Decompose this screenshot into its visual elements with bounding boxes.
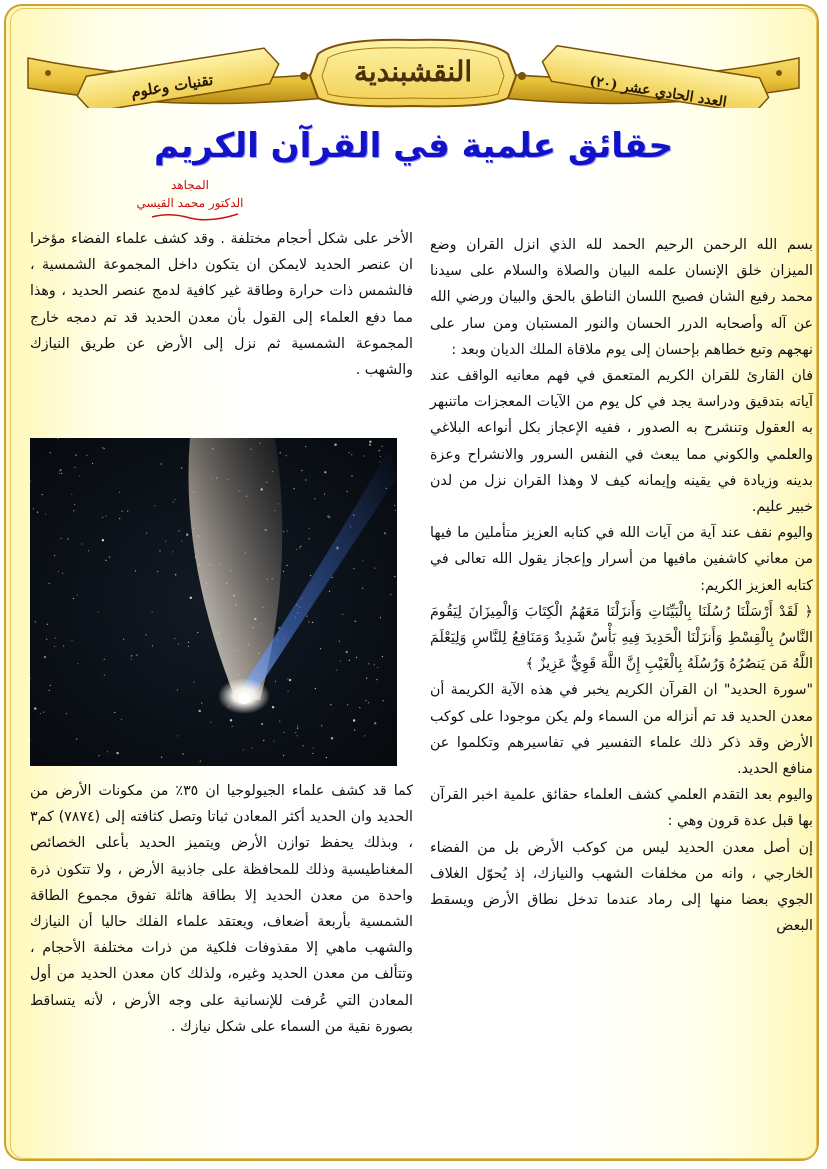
author-name: الدكتور محمد القيسي [136, 196, 244, 210]
author-title: المجاهد [171, 178, 209, 192]
comet-photo [30, 438, 397, 766]
paragraph-today: واليوم نقف عند آية من آيات الله في كتابه العزيز متأملين ما فيها من معاني كاشفين مافيها من أسرار وإعجاز يقول الله تعالى في كتابه العزيز الكريم: [430, 525, 813, 594]
article-left-bottom [30, 778, 413, 1040]
section-label: تقنيات وعلوم [129, 70, 215, 102]
article-right-column [430, 232, 813, 939]
paragraph-continuation: الأخر على شكل أحجام مختلفة . وقد كشف علماء الفضاء مؤخرا ان عنصر الحديد لايمكن ان يتكون داخل المجموعة الشمسية ، فالشمس ذات حرارة وطاقة غير كافية لدمج عنصر الحديد ، وهذا مما دفع العلماء إلى القول بأن معدن الحديد قد تم دمجه خارج المجموعة الشمسية ثم نزل إلى الأرض عن طريق النيازك والشهب . [30, 231, 413, 379]
issue-number: العدد الحادي عشر (٢٠) [588, 73, 728, 111]
article-title: حقائق علمية في القرآن الكريم [153, 126, 674, 166]
magazine-name: النقشبندية [353, 55, 473, 88]
paragraph-geology: كما قد كشف علماء الجيولوجيا ان ٣٥٪ من مكونات الأرض من الحديد وان الحديد أكثر المعادن ثباتا وتصل كثافته إلى (٧٨٧٤) كم٣ ، وبذلك يحفظ توازن الأرض ويتميز الحديد بأعلى الخصائص المغناطيسية وذلك للمحافظة على جاذبية الأرض ، ولا تتكون ذرة واحدة من معدن الحديد إلا بطاقة هائلة تفوق مجموع الطاقة الشمسية بأربعة أضعاف، ويعتقد علماء الفلك حاليا أن النيازك والشهب ماهي إلا مقذوفات فلكية من ذرات مختلفة الأحجام ، وتتألف من معدن الحديد وغيره، ولذلك كان معدن الحديد من أول المعادن التي عُرفت للإنسانية على وجه الأرض ، لأنه يتساقط بصورة نقية من السماء على شكل نيازك . [30, 783, 413, 1035]
paragraph-surah: "سورة الحديد" ان القرآن الكريم يخبر في هذه الآية الكريمة أن معدن الحديد قد تم أنزاله من السماء ولم يكن موجودا على كوكب الأرض وقد ذكر ذلك علماء التفسير في تفاسيرهم وتكلموا عن منافع الحديد. [430, 682, 813, 778]
paragraph-intro: بسم الله الرحمن الرحيم الحمد لله الذي انزل القران وضع الميزان خلق الإنسان علمه البيان والصلاة والسلام على سيدنا محمد رفيع الشان فصيح اللسان الناطق بالحق والبيان ورضي الله عن آله وأصحابه الدرر الحسان والنور المستبان ومن سار على نهجهم وتبع خطاهم بإحسان إلى يوم ملاقاة الملك الديان وبعد : [430, 237, 813, 358]
article-left-top [30, 226, 413, 383]
paragraph-reader: فان القارئ للقران الكريم المتعمق في فهم معانيه الواقف عند آياته بتدقيق ودراسة يجد في كل يوم من الآيات المعجزات ماتنبهر به العقول وتنشرح به الصدور ، ففيه الإعجاز بكل أنواعه البلاغي والعلمي والكوني مما يبعث في النفس السرور والانشراح وعزة بدينه وزيادة في يقينه وإيمانه كيف لا وهذا القران نزل من لدن خبير عليم. [430, 368, 813, 516]
paragraph-progress: واليوم بعد التقدم العلمي كشف العلماء حقائق علمية اخبر القرآن بها قبل عدة قرون وهي : [430, 787, 813, 830]
paragraph-origin: إن أصل معدن الحديد ليس من كوكب الأرض بل من الفضاء الخارجي ، وانه من مخلفات الشهب والنيازك، إذ يُحوّل الغلاف الجوي بعضا منها إلى رماد عندما تدخل نطاق الأرض ويسقط البعض [430, 839, 813, 935]
signature-underline [150, 210, 240, 224]
quran-verse: ﴿ لَقَدْ أَرْسَلْنَا رُسُلَنَا بِالْبَيِّنَاتِ وَأَنزَلْنَا مَعَهُمُ الْكِتَابَ وَالْمِيزَانَ لِيَقُومَ النَّاسُ بِالْقِسْطِ وَأَنزَلْنَا الْحَدِيدَ فِيهِ بَأْسٌ شَدِيدٌ وَمَنَافِعُ لِلنَّاسِ وَلِيَعْلَمَ اللَّهُ مَن يَنصُرُهُ وَرُسُلَهُ بِالْغَيْبِ إِنَّ اللَّهَ قَوِيٌّ عَزِيزٌ ﴾ [430, 603, 813, 673]
